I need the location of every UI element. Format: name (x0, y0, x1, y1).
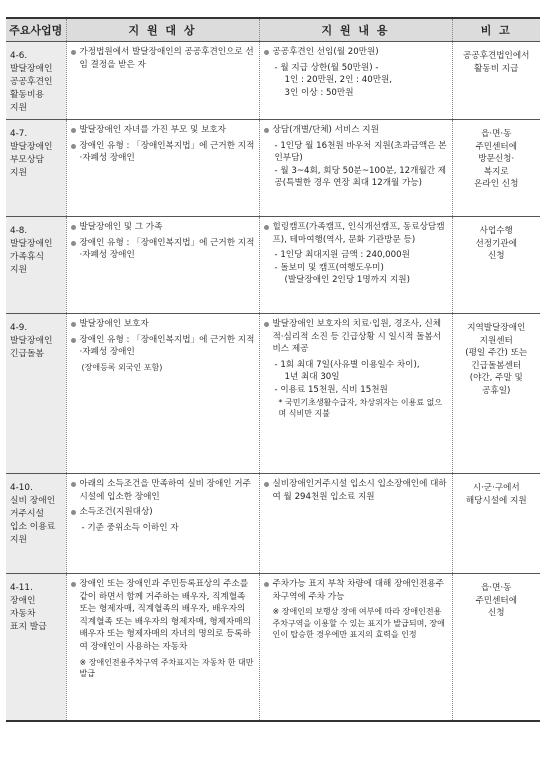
note-line: 주민센터에 (475, 595, 517, 606)
note-line: 주민센터에 (475, 141, 517, 152)
bullet-item: 장애인 유형 : 「장애인복지법」에 근거한 지적·자폐성 장애인 (70, 140, 256, 165)
bullet-item: 장애인 유형 : 「장애인복지법」에 근거한 지적·자폐성 장애인 (70, 237, 256, 262)
sub-item: (발달장애인 2인당 1명까지 지원) (284, 275, 410, 286)
sub-item: (장애등록 외국인 포함) (81, 362, 163, 372)
bullet-item: 가정법원에서 발달장애인의 공공후견인으로 선임 결정을 받은 자 (70, 46, 256, 71)
program-name-cell (6, 217, 66, 314)
note-line: 해당시설에 지원 (465, 495, 527, 506)
note-cell (452, 217, 540, 314)
note-line: 신청 (487, 608, 505, 619)
program-name-line: 활동비용 (10, 90, 44, 100)
program-name-line: 지원 (10, 535, 27, 545)
header-program: 주요사업명 (6, 18, 66, 42)
program-name-line: 자동차 (10, 609, 36, 619)
sub-item: - 1회 최대 7일(사유별 이용일수 차이), (274, 359, 420, 370)
program-name-line: 입소 이용료 (10, 522, 56, 532)
table-row (6, 314, 540, 474)
program-name-line: 지원 (10, 265, 27, 275)
table-row (6, 42, 540, 120)
program-name-line: 발달장애인 (10, 64, 53, 74)
sub-item: - 돌보미 및 캠프(여행도우미) (274, 262, 384, 273)
program-name-line: 가족휴식 (10, 252, 44, 262)
note-cell (452, 314, 540, 474)
target-cell (66, 574, 259, 721)
footnote-item: * 국민기초생활수급자, 차상위자는 이용료 없으며 식비만 지불 (278, 397, 443, 419)
table-row (6, 474, 540, 574)
program-name-line: 공공후견인 (10, 77, 53, 87)
header-note: 비 고 (452, 18, 540, 42)
sub-item: - 이용료 15천원, 식비 15천원 (274, 384, 388, 395)
note-cell (452, 120, 540, 217)
program-name-line: 표지 발급 (10, 622, 47, 632)
note-line: 지역발달장애인 (467, 323, 526, 333)
sub-item: 1인 : 20만원, 2인 : 40만원, (284, 75, 393, 86)
program-name-line: 지원 (10, 168, 27, 178)
sub-item: - 기준 중위소득 이하인 자 (81, 522, 179, 533)
program-name-line: 부모상담 (10, 155, 44, 165)
target-cell (66, 42, 259, 120)
note-line: (평일 주간) 또는 (465, 348, 528, 359)
table-header-row (6, 18, 540, 42)
note-line: 신청 (487, 251, 505, 262)
bullet-item: 발달장애인 보호자의 치료·입원, 경조사, 신체적·심리적 소진 등 긴급상황 시 일시적 돌봄서비스 제공 (263, 318, 449, 356)
sub-item: - 월 3~4회, 회당 50분~100분, 12개월간 제공(특별한 경우 연장 최대 12개월 가능) (274, 165, 447, 189)
table-row (6, 574, 540, 721)
table-row (6, 217, 540, 314)
sub-item: - 1인당 월 16천원 바우처 지원(초과금액은 본인부담) (274, 140, 447, 164)
note-line: 방문신청· (478, 154, 515, 165)
note-line: 온라인 신청 (474, 179, 519, 190)
footnote-item: ※ 장애인전용주차구역 주차표지는 자동차 한 대만 발급 (79, 657, 254, 679)
program-name-line: 4-11. (10, 583, 33, 593)
bullet-item: 장애인 또는 장애인과 주민등록표상의 주소를 같이 하면서 함께 거주하는 배우자, 직계혈족 또는 형제자매, 직계혈족의 배우자, 배우자의 직계혈족 또는 배우자의 형제자매, 형제자매의 배우자 또는 형제자매의 자녀의 명의로 등록하여 장애인이 사용하는 자동차 (70, 578, 256, 654)
table-body (6, 42, 540, 721)
note-line: 공공후견법인에서 (463, 51, 530, 61)
bullet-item: 실비장애인거주시설 입소시 입소장애인에 대하여 월 294천원 입소료 지원 (263, 478, 449, 503)
bullet-item: 발달장애인 자녀를 가진 부모 및 보호자 (70, 124, 256, 137)
note-line: 선정기관에 (475, 238, 517, 249)
note-line: 공휴일) (482, 385, 511, 396)
note-line: 긴급돌봄센터 (471, 360, 522, 371)
program-name-line: 장애인 (10, 596, 36, 606)
program-name-line: 긴급돌봄 (10, 349, 44, 359)
table-row (6, 120, 540, 217)
bullet-item: 공공후견인 선임(월 20만원) (263, 46, 449, 59)
content-cell (259, 574, 452, 721)
bullet-item: 힐링캠프(가족캠프, 인식개선캠프, 동료상담캠프), 테마여행(역사, 문화 기관방문 등) (263, 221, 449, 246)
program-name-cell (6, 42, 66, 120)
program-name-cell (6, 314, 66, 474)
note-line: 활동비 지급 (474, 63, 519, 74)
program-name-line: 4-10. (10, 483, 33, 493)
content-cell (259, 42, 452, 120)
note-line: 지원센터 (479, 335, 513, 346)
support-table-container (6, 17, 540, 722)
program-name-line: 발달장애인 (10, 239, 53, 249)
program-name-line: 거주시설 (10, 509, 44, 519)
sub-item: - 월 지급 상한(월 50만원) - (274, 62, 379, 73)
bullet-item: 상담(개별/단체) 서비스 지원 (263, 124, 449, 137)
sub-item: 3인 이상 : 50만원 (284, 87, 354, 98)
target-cell (66, 217, 259, 314)
header-target: 지 원 대 상 (66, 18, 259, 42)
content-cell (259, 217, 452, 314)
note-line: 사업수행 (479, 226, 513, 236)
program-name-cell (6, 120, 66, 217)
program-name-cell (6, 574, 66, 721)
note-line: 읍·면·동 (481, 583, 512, 593)
note-line: (야간, 주말 및 (469, 373, 523, 384)
note-cell (452, 474, 540, 574)
program-name-line: 4-9. (10, 323, 28, 333)
target-cell (66, 474, 259, 574)
content-cell (259, 474, 452, 574)
sub-item: 1년 최대 30일 (284, 372, 340, 383)
target-cell (66, 120, 259, 217)
bullet-item: 발달장애인 및 그 가족 (70, 221, 256, 234)
content-cell (259, 314, 452, 474)
header-content: 지 원 내 용 (259, 18, 452, 42)
bullet-item: 발달장애인 보호자 (70, 318, 256, 331)
bullet-item: 소득조건(지원대상) (70, 506, 256, 519)
sub-item: - 1인당 최대지원 금액 : 240,000원 (274, 250, 410, 261)
note-cell (452, 42, 540, 120)
bullet-item: 주차가능 표지 부착 차량에 대해 장애인전용주차구역에 주차 가능 (263, 578, 449, 603)
bullet-item: 장애인 유형 : 「장애인복지법」에 근거한 지적·자폐성 장애인 (70, 334, 256, 359)
program-name-line: 발달장애인 (10, 142, 53, 152)
program-name-line: 4-8. (10, 226, 28, 236)
support-program-table (6, 17, 540, 722)
note-line: 시·군·구에서 (472, 483, 520, 493)
content-cell (259, 120, 452, 217)
program-name-line: 4-7. (10, 129, 28, 139)
program-name-line: 실비 장애인 (10, 496, 56, 506)
program-name-line: 발달장애인 (10, 336, 53, 346)
program-name-line: 4-6. (10, 51, 28, 61)
note-line: 복지로 (483, 166, 509, 177)
bullet-item: 아래의 소득조건을 만족하여 실비 장애인 거주 시설에 입소한 장애인 (70, 478, 256, 503)
target-cell (66, 314, 259, 474)
note-line: 읍·면·동 (481, 129, 512, 139)
program-name-cell (6, 474, 66, 574)
note-cell (452, 574, 540, 721)
footnote-item: ※ 장애인의 보행상 장애 여부에 따라 장애인전용주차구역을 이용할 수 있는 표지가 발급되며, 장애인이 탑승한 경우에만 표지의 효력을 인정 (272, 607, 445, 640)
program-name-line: 지원 (10, 103, 27, 113)
